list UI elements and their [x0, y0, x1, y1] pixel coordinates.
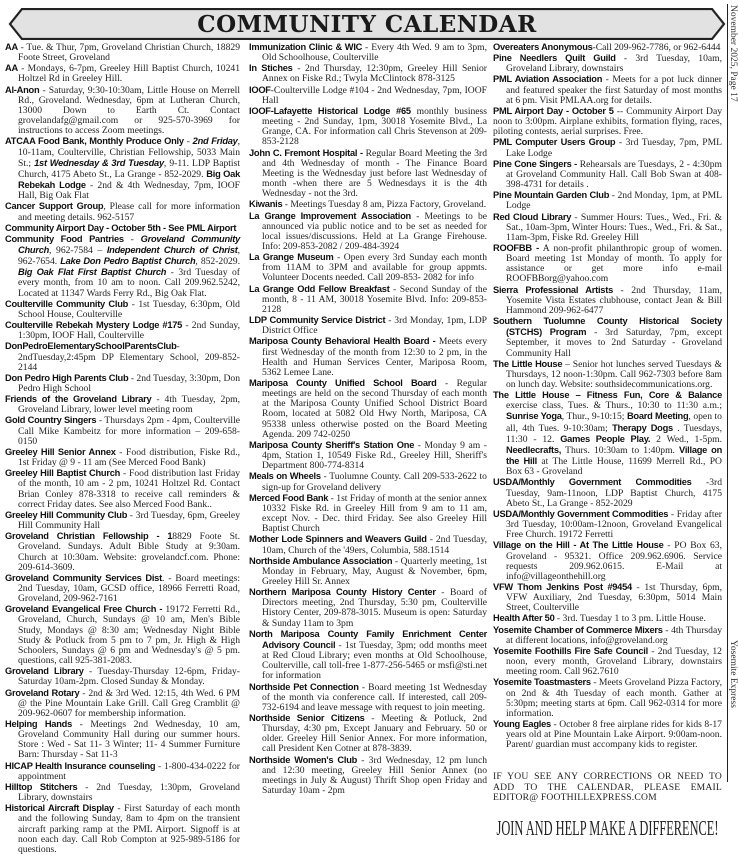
slogan: JOIN AND HELP MAKE A DIFFERENCE! — [496, 816, 719, 841]
calendar-listing — [5, 573, 240, 604]
calendar-listing — [249, 148, 487, 200]
calendar-listing — [249, 284, 487, 315]
calendar-listing — [249, 106, 487, 148]
page-title: COMMUNITY CALENDAR — [197, 11, 537, 38]
listing-details: - 3rd Monday, 1pm, LDP District Office — [262, 315, 487, 337]
listing-details: Regular Board Meeting the 3rd and 4th Wednesday of month - The Finance Board Meeting is the Wednesday just before last Wednesday of month -when there are 5 Wednesdays it is the 4th Wednesday - not the 3rd. — [262, 147, 487, 200]
listing-details: - 2nd Thursday, 11am, Yosemite Vista Estates clubhouse, contact Jean & Bill Hammond 209-962-6477 — [506, 284, 722, 316]
listing-name: Lake Don Pedro Baptist Church — [60, 256, 196, 267]
listing-name: ATCAA Food Bank, Monthly Produce Only — [5, 136, 184, 147]
calendar-listing — [5, 201, 240, 222]
listing-details: - Meetings Tuesday 8 am, Pizza Factory, Groveland. — [282, 199, 487, 211]
listing-details: - 1st Tuesday, 3pm; odd months meet at Red Cloud Library; even months at Old Schoolhouse, Coulterville, call toll-free 1-877-256-5465 or msfi@sti.net for information — [262, 639, 487, 682]
listing-name: PML Aviation Association — [493, 74, 603, 85]
listing-name: PML Airport Day - October 5 — [493, 105, 614, 116]
listing-name: Southern Tuolumne County Historical Society (STCHS) Program — [493, 316, 722, 338]
listing-name: DonPedroElementarySchoolParentsClub — [5, 341, 177, 352]
listing-details: - 3rd. Tuesday 1 to 3 pm. Little House. — [554, 613, 706, 625]
listing-name: 2nd Friday — [192, 136, 238, 147]
calendar-listing — [5, 341, 240, 372]
column-3-entries — [493, 42, 722, 750]
listing-details: Thurs. 10:30am to 1:40pm. — [561, 444, 680, 456]
calendar-listing — [493, 509, 722, 540]
listing-details: - Second Sunday of the month, 8 - 11 AM, 30018 Yosemite Blvd. Info: 209-853-2128 — [262, 283, 487, 315]
listing-details: exercise class, Tues. & Thurs., 10:30 to 11:30 a.m.; — [506, 400, 722, 412]
calendar-listing — [5, 666, 240, 687]
calendar-listing — [493, 53, 722, 74]
listing-name: Groveland Christian Fellowship - 1 — [5, 531, 173, 542]
listing-name: Sierra Professional Artists — [493, 284, 613, 295]
listing-details: - 3rd Tuesday, 10am, Groveland Library, downstairs — [506, 53, 722, 75]
listing-details: - 1st Tuesday, 6:30pm, Old School House, Coulterville — [18, 298, 240, 320]
listing-name: VFW Thom Jenkins Post #9454 — [493, 581, 632, 592]
listing-details: - Food distribution, Fiske Rd., 1st Friday @ 9 - 11 am (See Merced Food Bank) — [18, 446, 240, 469]
listing-details: - 1-800-434-0222 for appointment — [18, 760, 240, 782]
calendar-listing — [5, 447, 240, 468]
listing-details: - — [183, 136, 193, 148]
calendar-listing — [5, 85, 240, 137]
listing-name: Health After 50 — [493, 613, 555, 624]
listing-name: The Little House — [493, 358, 563, 369]
listing-name: Groveland Library — [5, 666, 84, 677]
listing-details: , 9-11. LDP Baptist Church, 4175 Abeto St., La Grange - 852-2029. — [18, 157, 240, 180]
listing-details: -2ndTuesday,2:45pm DP Elementary School, 209-852-2144 — [18, 341, 240, 373]
calendar-listing — [249, 252, 487, 283]
listing-details: - October 8 free airplane rides for kids 8-17 years old at Pine Mountain Lake Airport. 9:00am-noon. Parent/ guardian must accompany kids to register. — [506, 719, 722, 751]
calendar-listing — [493, 74, 722, 105]
calendar-listing — [5, 761, 240, 782]
calendar-listing — [249, 336, 487, 378]
listing-name: Helping Hands — [5, 719, 73, 729]
listing-details: Rehearsals are Tuesdays, 2 - 4:30pm at Groveland Community Hall. Call Bob Swan at 408-398-4731 for details . — [506, 158, 722, 191]
listing-name: Coulterville Rebekah Mystery Lodge #175 — [5, 320, 183, 331]
listing-details: - Tuolumne County. Call 209-533-2622 to sign-up for Groveland delivery — [262, 471, 487, 493]
listing-details: - Thursdays 2pm - 4pm, Coulterville Call Mike Kambeitz for more information – 209-658-0150 — [18, 415, 240, 447]
calendar-listing — [5, 531, 240, 573]
listing-name: Groveland Evangelical Free Church - — [5, 604, 163, 615]
calendar-listing — [249, 682, 487, 713]
calendar-listing — [493, 212, 722, 243]
listing-name: Northside Senior Citizens — [249, 713, 365, 723]
calendar-listing — [493, 159, 722, 190]
calendar-listing — [493, 613, 722, 624]
listing-details: - 4th Tuesday, 2pm, Groveland Library, lower level meeting room — [18, 394, 240, 416]
listing-details: - Open every 3rd Sunday each month from 11AM to 3PM and available for group appmts. Volunteer Docents needed. Call 209-853- 2082 for info — [262, 252, 487, 284]
listing-details: - 2nd Thursday, 12:30pm, Greeley Hill Senior Annex on Fiske Rd.; Twyla McClintock 878-3125 — [262, 63, 487, 85]
listing-name: Groveland Community Services Dist — [5, 572, 162, 583]
listing-details: - 1st Friday of month at the senior annex 10332 Fiske Rd. in Greeley Hill from 9 am to 11 am, except Nov. - Dec. third Friday. See also Greeley Hill Baptist Church — [262, 492, 488, 535]
listing-name: Village on the Hill - At The Little House — [493, 540, 664, 551]
listing-details: - Board of Directors meeting, 2nd Thursday, 5:30 pm, Coulterville History Center, 209-878-3015. Museum is open: Saturday & Sunday 11am to 3pm — [262, 587, 487, 629]
listing-details: - Tue. & Thur, 7pm, Groveland Christian Church, 18829 Foote Street, Groveland — [17, 42, 240, 64]
listing-name: North Mariposa County Family Enrichment Center Advisory Council — [249, 628, 487, 650]
listing-details: - — [123, 233, 141, 245]
calendar-listing — [5, 510, 240, 531]
listing-details: - Tuesday-Thursday 12-6pm, Friday-Saturday 10am-2pm. Closed Sunday & Monday. — [18, 666, 240, 688]
listing-name: Yosemite Foothills Fire Safe Council — [493, 645, 648, 656]
calendar-listing — [249, 211, 487, 253]
listing-name: Coulterville Community Club — [5, 298, 129, 309]
listing-details: , Please call for more information and meeting details. 962-5157 — [18, 201, 240, 223]
listing-name: Mariposa County Sheriff's Station One — [249, 439, 415, 450]
issue-date-page: November 2025, Page 17 — [728, 5, 738, 102]
listing-details: - Monday 9 am - 4pm, Station 1, 10549 Fiske Rd., Greeley Hill, Sheriff's Department 800-774-8314 — [262, 439, 487, 472]
calendar-listing — [493, 390, 722, 477]
calendar-listing — [493, 646, 722, 677]
calendar-listing — [493, 316, 722, 359]
listing-name: Young Eagles — [493, 719, 551, 729]
listing-details: - 2nd Sunday, 1:30pm, IOOF Hall, Coulterville — [18, 320, 240, 342]
listing-name: Friends of the Groveland Library — [5, 394, 152, 405]
publication-name: Yosemite Express — [728, 640, 738, 708]
listing-name: LDP Community Service District — [249, 315, 386, 326]
listing-name: Gold Country Singers — [5, 415, 97, 426]
slogan-box — [493, 815, 722, 841]
listing-details: monthly business meeting - 2nd Sunday, 1pm, 30018 Yosemite Blvd., La Grange, CA. For information call Chris Stevenson at 209-853-2128 — [262, 105, 488, 148]
listing-name: Sunrise Yoga — [506, 411, 562, 422]
calendar-listing — [493, 42, 722, 53]
calendar-listing — [5, 394, 240, 415]
listing-name: Independent Church of Christ — [106, 244, 238, 255]
listing-details: - Meets for a pot luck dinner and featured speaker the first Saturday of most months at 6 pm. Visit PMLAA.org for details. — [506, 74, 722, 106]
listing-name: La Grange Odd Fellow Breakfast — [249, 283, 390, 294]
listing-name: Immunization Clinic & WIC — [249, 42, 363, 52]
listing-name: Groveland Rotary — [5, 687, 80, 698]
calendar-listing — [249, 556, 487, 587]
listing-details: - 2nd & 4th Wednesday, 7pm, IOOF Hall, Big Oak Flat — [18, 180, 240, 202]
calendar-listing — [5, 719, 240, 761]
listing-name: Community Food Pantries — [5, 233, 124, 244]
listing-name: USDA/Monthly Government Commodities — [493, 508, 669, 519]
corrections-note: IF YOU SEE ANY CORRECTIONS OR NEED TO ADD TO THE CALENDAR, PLEASE EMAIL EDITOR@ FOOTHILLEXPRESS.COM — [493, 771, 722, 803]
listing-name: Pine Mountain Garden Club — [493, 190, 610, 201]
listing-details: - 1st Thursday, 6pm, VFW Auxiliary, 2nd Tuesday, 6:30pm, 5014 Main Street, Coulterville — [506, 581, 722, 614]
listing-name: Merced Food Bank — [249, 492, 329, 503]
calendar-listing — [5, 223, 240, 234]
listing-details: - 3rd Tuesday, 6pm, Greeley Hill Community Hall — [18, 509, 240, 532]
calendar-listing — [493, 540, 722, 582]
listing-name: Pine Cone Singers - — [493, 158, 578, 169]
listing-details: - Quarterly meeting, 1st Monday in February, May, August & November, 6pm, Greeley Hill Sr. Annex — [262, 555, 487, 587]
listing-details: - 2nd Tuesday, 1:30pm, Groveland Library, downstairs — [18, 781, 240, 804]
listing-details: , 962-7654. — [18, 244, 240, 268]
listing-name: Mariposa County Unified School Board — [249, 378, 437, 388]
listing-name: Greeley Hill Senior Annex — [5, 446, 116, 457]
listing-details: -Call 209-962-7786, or 962-6444 — [592, 42, 721, 53]
listing-name: La Grange Museum — [249, 252, 334, 263]
calendar-listing — [249, 42, 487, 63]
calendar-listing — [5, 782, 240, 803]
listing-details: - 3rd Tuesday of every month, from 10 am to noon. Call 209.962.5242, Located at 11347 Wards Ferry Rd., Big Oak Flat. — [18, 267, 240, 299]
listing-details: - 2nd Monday, 1pm, at PML Lodge — [506, 190, 722, 212]
calendar-listing — [493, 285, 722, 316]
listing-details: - Meetings to be announced via public notice and to be set as needed for local issues/discussions. Held at La Grange Firehouse. Info: 209-853-2082 / 209-484-3924 — [262, 210, 487, 252]
listing-name: Meals on Wheels — [249, 471, 321, 482]
listing-name: In Stiches — [249, 63, 293, 74]
listing-details: - 3rd Wednesday, 12 pm lunch and 12:30 meeting, Greeley Hill Senior Annex (no meetings in July & August) Thrift Shop open Friday and Saturday 10am - 2pm — [262, 754, 487, 797]
listing-name: Pine Needlers Quilt Guild — [493, 53, 616, 64]
calendar-listing — [249, 713, 487, 755]
listing-name: AA — [5, 63, 18, 74]
calendar-listing — [5, 373, 240, 394]
calendar-listing — [249, 755, 487, 797]
calendar-listing — [493, 677, 722, 719]
listing-name: Board Meeting — [626, 411, 689, 422]
listing-details: - Regular meetings are held on the second Thursday of each month at the Mariposa County Unified School District Board Room, located at 5082 Old Hwy North, Mariposa, CA 95338 unless otherwise posted on the Board Meeting Agenda. 209 742-0250 — [262, 378, 487, 440]
listing-details: - Every 4th Wed. 9 am to 3pm, Old Schoolhouse, Coulterville — [262, 42, 487, 64]
listing-details: - PO Box 63, Groveland - 95321. Office 209.962.6906. Service requests 209.962.0615. E-Mail at info@villageonthehill.org — [506, 540, 722, 582]
listing-name: Don Pedro High Parents Club — [5, 372, 129, 383]
listing-details: - Meets Groveland Pizza Factory, on 2nd & 4th Tuesday of each month. Gather at 5:30pm; meeting starts at 6pm. Call 962-0314 for more information. — [506, 677, 722, 719]
listing-details: . Tuesdays, 11:30 - 12. — [506, 422, 722, 445]
listing-details: - 3rd Tuesday, 7pm, PML Lake Lodge — [506, 137, 723, 159]
calendar-listing — [5, 234, 240, 299]
listing-details: - 3rd Saturday, 7pm, except September, it moves to 2nd Saturday - Groveland Community Hall — [506, 327, 723, 359]
calendar-listing — [493, 477, 722, 508]
listing-name: Mariposa County Behavioral Health Board - — [249, 336, 436, 347]
listing-name: 1st Wednesday & 3rd Tuesday — [34, 157, 164, 168]
listing-name: Northside Ambulance Association — [249, 555, 393, 566]
listing-name: HICAP Health Insurance counseling — [5, 760, 156, 771]
calendar-listing — [5, 42, 240, 63]
calendar-listing — [249, 493, 487, 535]
listing-name: Yosemite Toastmasters — [493, 677, 591, 688]
listing-name: Big Oak Rebekah Lodge — [18, 168, 240, 191]
calendar-banner — [8, 8, 726, 40]
calendar-listing — [249, 199, 487, 210]
listing-details: - 2nd Tuesday, 10am, Church of the '49ers, Columbia, 588.1514 — [262, 534, 488, 556]
listing-details: - 2nd Tuesday, 3:30pm, Don Pedro High School — [18, 372, 241, 394]
listing-details: - Board meeting 1st Wednesday of the month via conference call. If interested, call 209-732-6194 and leave message with request to join meeting. — [262, 681, 487, 713]
listing-details: - Friday after 3rd Tuesday, 10:00am-12noon, Groveland Evangelical Free Church. 19172 Ferretti — [506, 508, 722, 541]
calendar-listing — [493, 719, 722, 750]
listing-name: Cancer Support Group — [5, 201, 104, 212]
calendar-listing — [5, 415, 240, 446]
listing-details: – Senior hot lunches served Tuesdays & Thursdays, 12 noon-1:30pm. Call 962-7303 before 8am on lunch day. Website: southsidecommunications.org. — [506, 358, 722, 390]
listing-name: IOOF — [249, 84, 271, 95]
calendar-listing — [249, 85, 487, 106]
listing-name: Red Cloud Library — [493, 211, 572, 222]
calendar-listing — [493, 137, 722, 158]
listing-name: The Little House – Fitness Fun, Core & Balance — [493, 390, 722, 401]
calendar-listing — [493, 582, 722, 613]
listing-details: - 2nd & 3rd Wed. 12:15, 4th Wed. 6 PM @ the Pine Mountain Lake Grill. Call Greg Cramblit @ 209-962-0607 for membership information. — [18, 687, 240, 719]
calendar-listing — [5, 63, 240, 84]
listing-name: John C. Fremont Hospital - — [249, 147, 363, 158]
calendar-listing — [493, 359, 722, 390]
listing-name: Kiwanis — [249, 199, 283, 210]
listing-name: Hilltop Stitchers — [5, 781, 78, 792]
listing-name: Historical Aircraft Display — [5, 803, 114, 814]
listing-details: - Food distribution last Friday of the month, 10 am - 2 pm, 10241 Holtzel Rd. Contact Brian Conley 878-3318 to receive call reminders & correct Friday dates. See also Merced Food Bank.. — [18, 468, 241, 510]
listing-details: , Thur., 9-10:15; — [561, 411, 627, 423]
calendar-listing — [249, 534, 487, 555]
listing-details: 2 Wed., 1-5pm. — [650, 433, 722, 445]
calendar-listing — [5, 604, 240, 666]
listing-details: -3rd Tuesday, 9am-11noon, LDP Baptist Church, 4175 Abeto St., La Grange - 852-2029 — [506, 477, 722, 509]
listing-name: Community Airport Day - October 5th - See PML Airport — [5, 222, 237, 233]
calendar-column-1 — [5, 42, 240, 855]
listing-details: - Meetings 2nd Wednesday, 10 am, Groveland Community Hall during our summer hours. Store : Wed - Sat 11- 3 Winter; 11- 4 Summer Furniture Barn: Thursday - Sat 11-3 — [18, 719, 240, 761]
listing-name: Greeley Hill Community Club — [5, 509, 128, 520]
listing-name: Greeley Hill Baptist Church — [5, 468, 121, 479]
listing-details: - Summer Hours: Tues., Wed., Fri. & Sat., 10am-3pm, Winter Hours: Tues., Wed., Fri. & Sat., 11am-3pm, Fiske Rd. Greeley Hill — [506, 211, 722, 243]
listing-name: Village on the Hill — [506, 444, 722, 467]
calendar-listing — [5, 688, 240, 719]
calendar-listing — [493, 106, 722, 137]
listing-name: PML Computer Users Group — [493, 137, 616, 148]
calendar-listing — [493, 190, 722, 211]
calendar-listing — [249, 587, 487, 629]
listing-details: 8829 Foote St. Groveland. Sundays. Adult Bible Study at 9:30am. Church at 10:30am. Website: grovelandcf.com. Phone: 209-614-3609. — [18, 531, 240, 573]
calendar-listing — [493, 625, 722, 646]
calendar-column-2 — [249, 42, 487, 796]
listing-name: Games People Play. — [560, 433, 651, 444]
listing-details: - First Saturday of each month and the following Sunday, 8am to 4pm on the transient aircraft parking ramp at the PML Airport. Signoff is at noon each day. Call Rob Compton at 925-989-5186 for questions. — [18, 803, 240, 855]
calendar-listing — [5, 468, 240, 510]
listing-name: Big Oak Flat First Baptist Church — [18, 267, 167, 278]
calendar-listing — [5, 320, 240, 341]
listing-details: - Saturday, 9:30-10:30am, Little House on Merrell Rd., Groveland. Wednesday, 6pm at Lutheran Church, 13000 Down to Earth Ct. Contact grovelandafg@gmail.com or 925-570-3969 for instructions to access Zoom meetings. — [18, 84, 240, 137]
listing-name: Overeaters Anonymous — [493, 42, 593, 52]
calendar-listing — [249, 471, 487, 492]
calendar-listing — [5, 136, 240, 201]
listing-name: Therapy Dogs — [612, 422, 673, 433]
listing-details: -Coulterville Lodge #104 - 2nd Wednesday, 7pm, IOOF Hall — [262, 84, 487, 106]
listing-name: Northern Mariposa County History Center — [249, 587, 436, 598]
listing-name: USDA/Monthly Government Commodities — [493, 477, 692, 488]
listing-details: , 10-11am, Coulterville, Christian Fellowship, 5033 Main St.; — [18, 136, 240, 169]
calendar-listing — [493, 243, 722, 285]
listing-name: Al-Anon — [5, 84, 40, 95]
calendar-listing — [249, 315, 487, 336]
slogan-graphic — [493, 815, 722, 841]
listing-name: Northside Women's Club — [249, 754, 358, 765]
listing-name: Northside Pet Connection — [249, 681, 359, 692]
listing-name: IOOF-Lafayette Historical Lodge #65 — [249, 105, 411, 116]
listing-name: Yosemite Chamber of Commerce Mixers — [493, 624, 663, 635]
listing-details: - 2nd Tuesday, 12 noon, every month, Groveland Library, downstairs meeting room. Call 962.7610 — [506, 645, 722, 678]
listing-name: AA — [5, 42, 18, 52]
calendar-listing — [5, 299, 240, 320]
calendar-listing — [249, 629, 487, 682]
listing-details: , open to all, 4th Tues. 9-10:30am; — [506, 411, 722, 434]
calendar-listing — [249, 63, 487, 84]
listing-details: Meets every first Wednesday of the month from 12:30 to 2 pm, in the Health and Human Services Center, Mariposa Room, 5362 Lemee Lane. — [262, 336, 487, 378]
calendar-listing — [5, 803, 240, 855]
calendar-listing — [249, 440, 487, 471]
listing-details: A non-profit philanthropic group of women. Board meeting 1st Monday of month. To apply for assistance or get more info e-mail ROOFBBorg@yahoo.com — [506, 242, 722, 285]
listing-details: , 852-2029. — [195, 256, 240, 268]
listing-name: Groveland Community Church — [18, 233, 241, 255]
listing-details: - 4th Thursday at different locations, info@groveland.org — [506, 624, 722, 646]
calendar-listing — [249, 378, 487, 440]
listing-name: Mother Lode Spinners and Weavers Guild — [249, 534, 427, 545]
listing-details: - Mondays, 6-7pm, Greeley Hill Baptist Church, 10241 Holtzel Rd in Greeley Hill. — [17, 63, 240, 85]
calendar-column-3 — [493, 42, 722, 841]
listing-details: . - Board meetings: 2nd Tuesday, 10am, GCSD office, 18966 Ferretti Road, Groveland, 209-962-7161 — [18, 572, 240, 605]
listing-name: La Grange Improvement Association — [249, 210, 411, 221]
listing-details: - Meeting & Potluck, 2nd Thursday, 4:30 pm, Except January and February. 50 or older. Greeley Hill Senior Annex. For more information, call President Ken Cotner at 878-3839. — [262, 713, 487, 755]
listing-details: 19172 Ferretti Rd., Groveland, Church, Sundays @ 10 am, Men's Bible Study, Mondays @ 8:30 am; Wednesday Night Bible Study & Potluck from 5 pm to 7 pm, Jr. High & High Schoolers, Sundays @ 6 pm and Wednesday's @ 5 pm. questions, call 925-381-2083. — [18, 604, 240, 667]
listing-details: -- Community Airport Day noon to 3:00pm. Airplane exhibits, formation flying, races, piloting contests, aerial surprises. Free. — [493, 105, 722, 138]
listing-details: at The Little House, 11699 Merrell Rd., PO Box 63 - Groveland — [506, 456, 722, 478]
listing-details: , 962-7584 – — [49, 244, 107, 256]
listing-name: ROOFBB - — [493, 242, 539, 253]
listing-name: Needlecrafts, — [506, 444, 562, 455]
